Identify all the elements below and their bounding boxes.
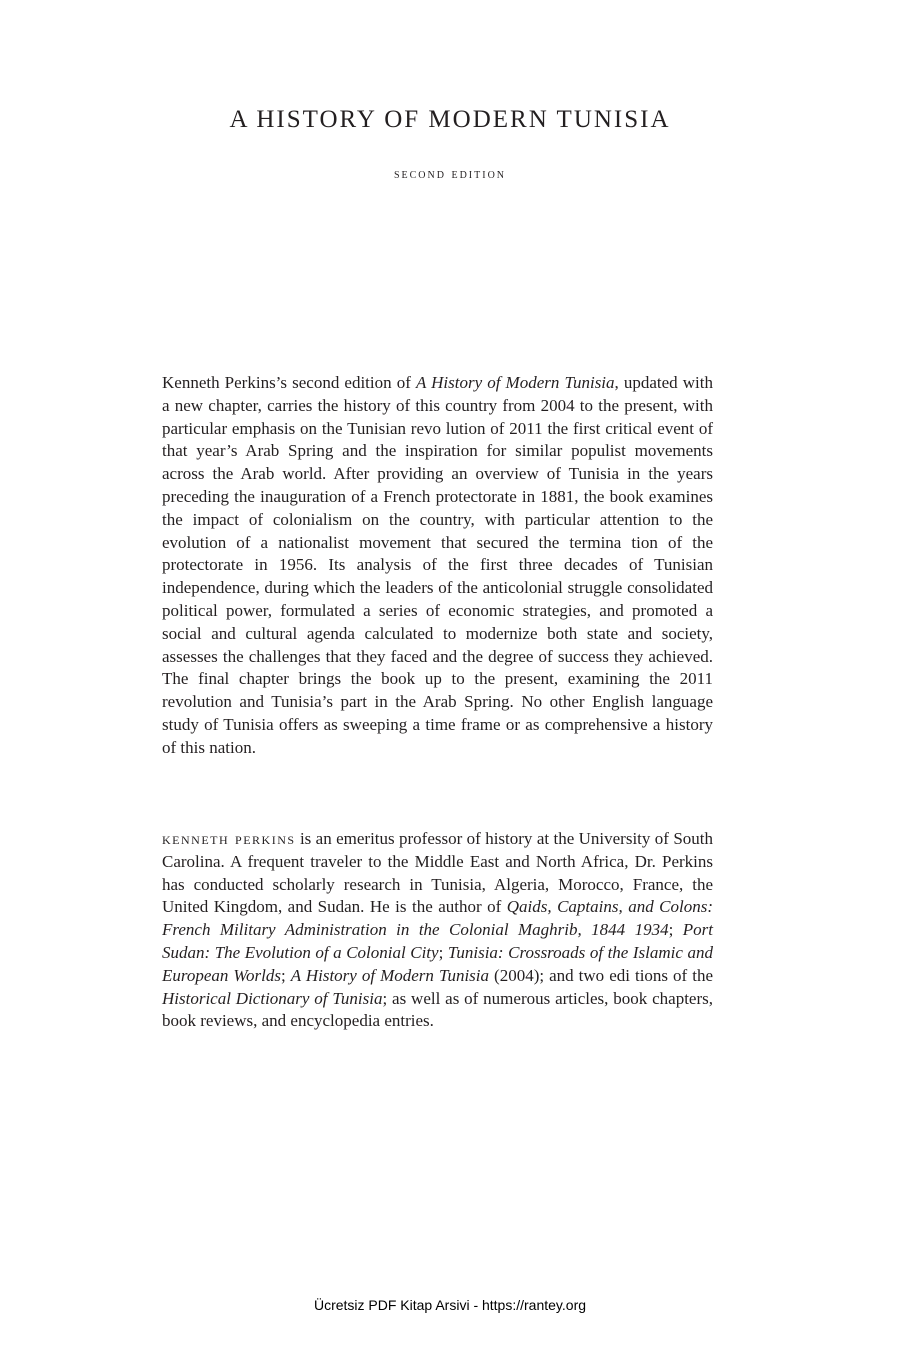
book-title-italic: A History of Modern Tunisia [415, 373, 615, 392]
bio-work-title: Qaids, Captains, and Colons: French Military Administration in the Colonial Maghrib, 1844 1934 [162, 897, 713, 940]
bio-work-title: Port Sudan: The Evolution of a Colonial City [162, 920, 713, 962]
bio-text: is an emeritus professor of history at the University of South Carolina. A frequent traveler to the Middle East and North Africa, Dr. Perkins has conducted scholarly research in Tunisia, Algeria, Morocco, France, the United Kingdom, and Sudan. He is the author of [162, 829, 713, 917]
book-title: A HISTORY OF MODERN TUNISIA [229, 106, 671, 133]
bio-text: ; [281, 965, 291, 985]
bio-work-title: Historical Dictionary of Tunisia [162, 988, 383, 1008]
edition-label: second edition [393, 167, 507, 182]
bio-text: (2004); and two edi tions of the [489, 965, 714, 985]
description-text: , updated with a new chapter, carries the history of this country from 2004 to the present, with particular emphasis on the Tunisian revo lution of 2011 the first critical event of that year’s Arab Spring and the inspiration for similar populist movements across the Arab world. After providing an overview of Tunisia in the years preceding the inauguration of a French protectorate in 1881, the book examines the impact of colonialism on the country, with particular attention to the evolution of a nationalist movement that secured the termina tion of the protectorate in 1956. Its analysis of the first three decades of Tunisian independence, during which the leaders of the anticolonial struggle consolidated political power, formulated a series of economic strategies, and promoted a social and cultural agenda calculated to modernize both state and society, assesses the challenges that they faced and the degree of success they achieved. The final chapter brings the book up to the present, examining the 2011 revolution and Tunisia’s part in the Arab Spring. No other English language study of Tunisia offers as sweeping a time frame or as comprehensive a history of this nation. [162, 373, 713, 757]
book-description [162, 372, 713, 760]
author-bio [162, 828, 713, 1033]
bio-text: ; [668, 920, 683, 940]
description-text: Kenneth Perkins’s second edition of [162, 373, 416, 392]
footer-watermark: Ücretsiz PDF Kitap Arsivi - https://rantey.org [313, 1297, 587, 1313]
bio-text: ; [438, 942, 448, 962]
bio-work-title: Tunisia: Crossroads of the Islamic and European Worlds [162, 942, 713, 985]
author-name: kenneth perkins [162, 829, 296, 848]
bio-text: ; as well as of numerous articles, book chapters, book reviews, and encyclopedia entries. [162, 988, 713, 1031]
bio-work-title: A History of Modern Tunisia [290, 965, 490, 985]
